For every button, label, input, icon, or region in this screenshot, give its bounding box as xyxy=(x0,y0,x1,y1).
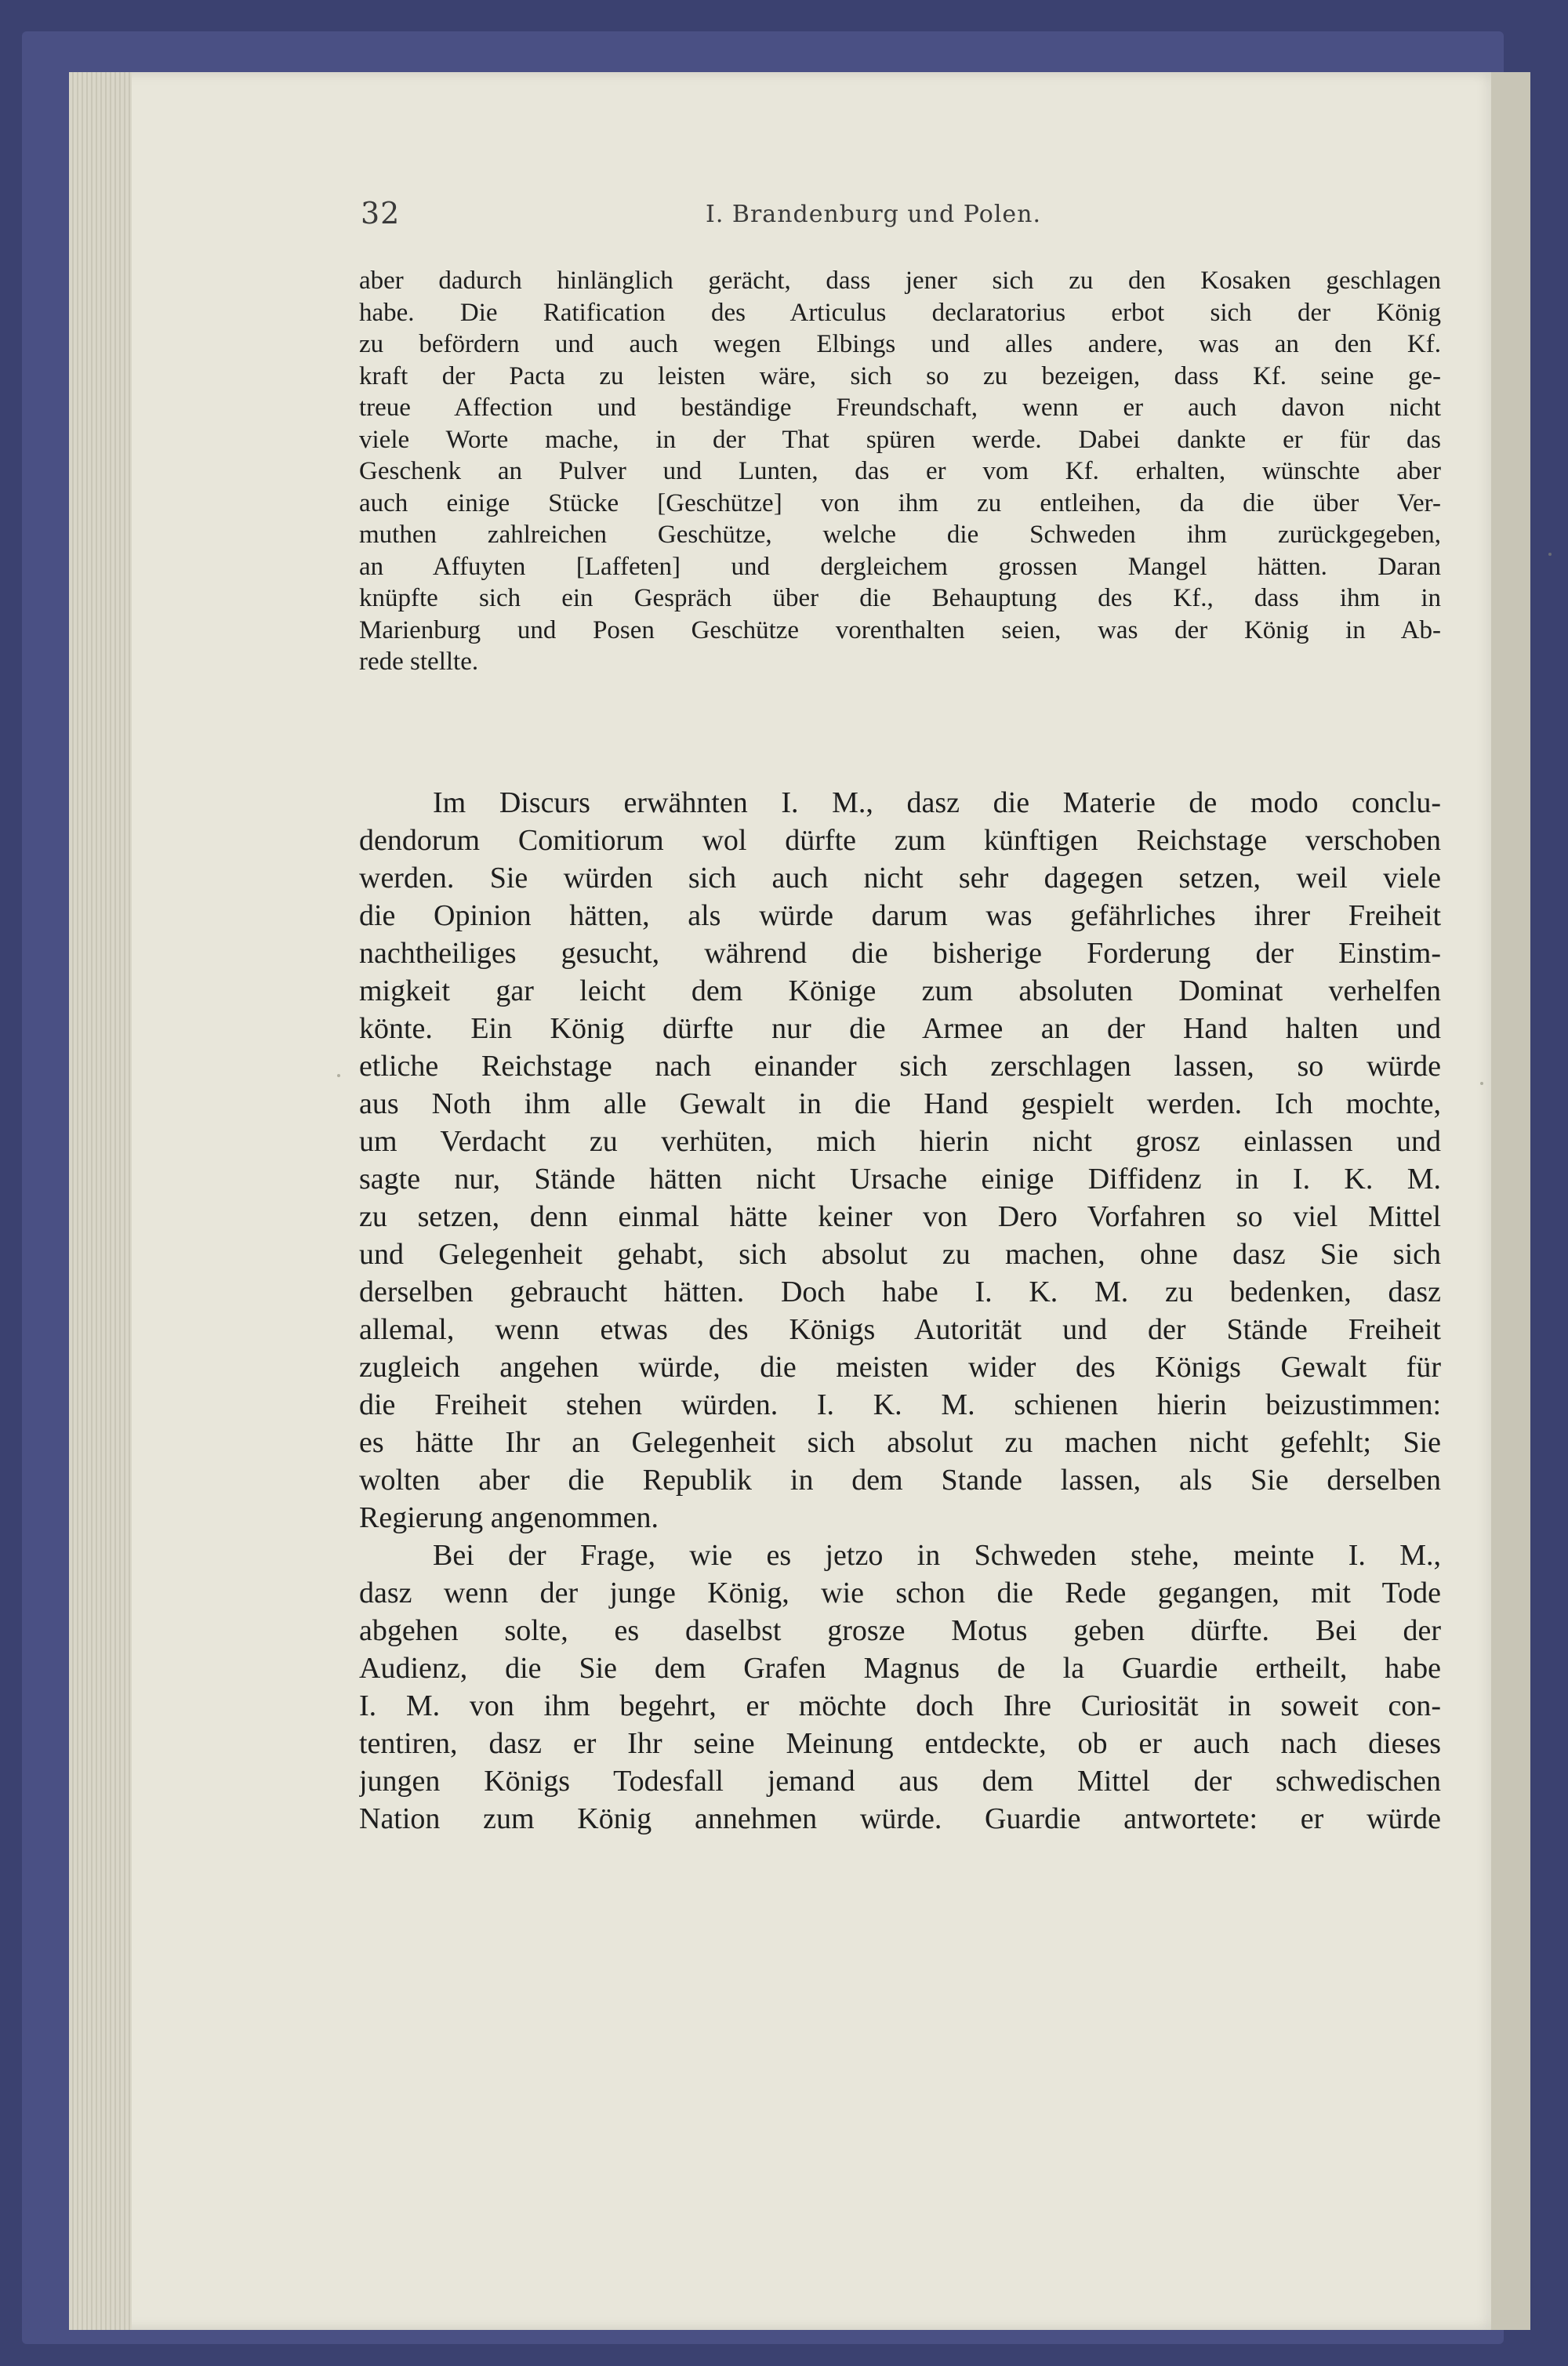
paper-speck xyxy=(337,1074,340,1077)
text-line: Regierung angenommen. xyxy=(359,1501,659,1534)
text-line: abgehen solte, es daselbst grosze Motus geben dürfte. Bei der xyxy=(359,1614,1441,1647)
text-line: Im Discurs erwähnten I. M., dasz die Materie de modo conclu- xyxy=(433,786,1441,819)
text-line: treue Affection und beständige Freundschaft, wenn er auch davon nicht xyxy=(359,394,1441,422)
text-line: wolten aber die Republik in dem Stande lassen, als Sie derselben xyxy=(359,1464,1441,1497)
text-line: tentiren, dasz er Ihr seine Meinung entdeckte, ob er auch nach dieses xyxy=(359,1727,1441,1760)
text-line: die Freiheit stehen würden. I. K. M. schienen hierin beizustimmen: xyxy=(359,1388,1441,1421)
text-line: zu setzen, denn einmal hätte keiner von Dero Vorfahren so viel Mittel xyxy=(359,1200,1441,1233)
text-line: knüpfte sich ein Gespräch über die Behauptung des Kf., dass ihm in xyxy=(359,584,1441,612)
text-line: viele Worte mache, in der That spüren werde. Dabei dankte er für das xyxy=(359,425,1441,454)
text-line: Bei der Frage, wie es jetzo in Schweden stehe, meinte I. M., xyxy=(433,1539,1441,1572)
text-line: Geschenk an Pulver und Lunten, das er vom Kf. erhalten, wünschte aber xyxy=(359,457,1441,485)
page-number: 32 xyxy=(361,196,401,230)
paper-speck xyxy=(1548,553,1552,556)
text-line: sagte nur, Stände hätten nicht Ursache einige Diffidenz in I. K. M. xyxy=(359,1163,1441,1196)
text-line: dendorum Comitiorum wol dürfte zum künftigen Reichstage verschoben xyxy=(359,824,1441,857)
text-line: Nation zum König annehmen würde. Guardie antwortete: er würde xyxy=(359,1802,1441,1835)
text-line: zugleich angehen würde, die meisten wider des Königs Gewalt für xyxy=(359,1351,1441,1384)
text-line: muthen zahlreichen Geschütze, welche die Schweden ihm zurückgegeben, xyxy=(359,521,1441,549)
text-line: nachtheiliges gesucht, während die bisherige Forderung der Einstim- xyxy=(359,937,1441,970)
text-line: es hätte Ihr an Gelegenheit sich absolut zu machen nicht gefehlt; Sie xyxy=(359,1426,1441,1459)
text-line: die Opinion hätten, als würde darum was gefährliches ihrer Freiheit xyxy=(359,899,1441,932)
text-line: Marienburg und Posen Geschütze vorenthalten seien, was der König in Ab- xyxy=(359,615,1441,644)
text-line: Audienz, die Sie dem Grafen Magnus de la Guardie ertheilt, habe xyxy=(359,1652,1441,1685)
text-line: zu befördern und auch wegen Elbings und alles andere, was an den Kf. xyxy=(359,330,1441,358)
page-stack-edge xyxy=(69,72,132,2330)
text-line: migkeit gar leicht dem Könige zum absoluten Dominat verhelfen xyxy=(359,974,1441,1007)
text-line: an Affuyten [Laffeten] und dergleichem grossen Mangel hätten. Daran xyxy=(359,552,1441,581)
text-line: derselben gebraucht hätten. Doch habe I. K. M. zu bedenken, dasz xyxy=(359,1276,1441,1308)
text-line: dasz wenn der junge König, wie schon die Rede gegangen, mit Tode xyxy=(359,1577,1441,1609)
text-line: allemal, wenn etwas des Königs Autorität und der Stände Freiheit xyxy=(359,1313,1441,1346)
text-line: werden. Sie würden sich auch nicht sehr dagegen setzen, weil viele xyxy=(359,862,1441,895)
text-line: auch einige Stücke [Geschütze] von ihm zu entleihen, da die über Ver- xyxy=(359,488,1441,517)
paragraph-large-type xyxy=(359,784,1441,1838)
text-line: etliche Reichstage nach einander sich zerschlagen lassen, so würde xyxy=(359,1050,1441,1083)
adjacent-page-strip xyxy=(1491,72,1530,2330)
text-line: und Gelegenheit gehabt, sich absolut zu machen, ohne dasz Sie sich xyxy=(359,1238,1441,1271)
text-line: jungen Königs Todesfall jemand aus dem Mittel der schwedischen xyxy=(359,1765,1441,1798)
text-line: rede stellte. xyxy=(359,648,479,676)
running-head: I. Brandenburg und Polen. xyxy=(706,201,1042,228)
text-line: I. M. von ihm begehrt, er möchte doch Ihre Curiosität in soweit con- xyxy=(359,1689,1441,1722)
paragraph-small-type xyxy=(359,265,1441,678)
text-line: habe. Die Ratification des Articulus declaratorius erbot sich der König xyxy=(359,298,1441,327)
text-line: aber dadurch hinlänglich gerächt, dass jener sich zu den Kosaken geschlagen xyxy=(359,267,1441,295)
text-line: um Verdacht zu verhüten, mich hierin nicht grosz einlassen und xyxy=(359,1125,1441,1158)
text-line: aus Noth ihm alle Gewalt in die Hand gespielt werden. Ich mochte, xyxy=(359,1087,1441,1120)
text-line: könte. Ein König dürfte nur die Armee an der Hand halten und xyxy=(359,1012,1441,1045)
text-line: kraft der Pacta zu leisten wäre, sich so zu bezeigen, dass Kf. seine ge- xyxy=(359,361,1441,390)
paper-speck xyxy=(1480,1082,1483,1085)
